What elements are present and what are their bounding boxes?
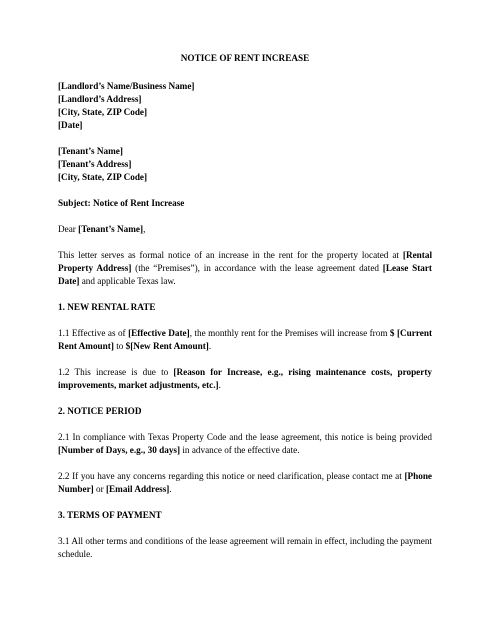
landlord-address: [Landlord’s Address] [58, 94, 142, 104]
rental-property-address: [Rental Property Address] [58, 250, 432, 273]
current-rent-amount: $ [Current Rent Amount] [58, 328, 432, 351]
clause-1-1 [58, 327, 432, 353]
salutation [58, 223, 432, 236]
clause-2-2-text-2: or [93, 484, 106, 494]
clause-1-2-text-2: . [218, 380, 221, 390]
landlord-block [58, 80, 432, 132]
effective-date: [Effective Date] [128, 328, 190, 338]
phone-number: [Phone Number] [58, 471, 432, 494]
landlord-city-state-zip: [City, State, ZIP Code] [58, 107, 148, 117]
salutation-suffix: , [143, 224, 146, 234]
document-title: NOTICE OF RENT INCREASE [180, 53, 310, 63]
clause-2-2-text-3: . [169, 484, 172, 494]
clause-1-2-text-1: 1.2 This increase is due to [58, 367, 174, 377]
clause-2-1 [58, 431, 432, 457]
tenant-block [58, 145, 432, 184]
new-rent-amount: $[New Rent Amount] [125, 341, 209, 351]
intro-text-2: (the “Premises”), in accordance with the lease agreement dated [131, 263, 383, 273]
clause-2-2-text-1: 2.2 If you have any concerns regarding this notice or need clarification, please contact me at [58, 471, 405, 481]
intro-paragraph [58, 249, 432, 288]
reason-for-increase: [Reason for Increase, e.g., rising maintenance costs, property improvements, market adjustments, etc.] [58, 367, 432, 390]
section-2-heading: 2. NOTICE PERIOD [58, 406, 142, 416]
clause-2-2 [58, 470, 432, 496]
landlord-name: [Landlord’s Name/Business Name] [58, 81, 195, 91]
email-address: [Email Address] [105, 484, 170, 494]
clause-1-1-text-4: . [208, 341, 212, 351]
tenant-address: [Tenant’s Address] [58, 159, 132, 169]
salutation-prefix: Dear [58, 224, 79, 234]
intro-text-3: and applicable Texas law. [79, 276, 176, 286]
tenant-city-state-zip: [City, State, ZIP Code] [58, 172, 148, 182]
clause-1-1-text-1: 1.1 Effective as of [58, 328, 129, 338]
tenant-name: [Tenant’s Name] [58, 146, 123, 156]
clause-2-1-text-1: 2.1 In compliance with Texas Property Code and the lease agreement, this notice is being provided [58, 432, 432, 442]
clause-2-1-text-2: in advance of the effective date. [180, 445, 300, 455]
lease-start-date: [Lease Start Date] [58, 263, 432, 286]
salutation-name: [Tenant’s Name] [78, 224, 144, 234]
letter-date: [Date] [58, 120, 83, 130]
notice-days: [Number of Days, e.g., 30 days] [58, 445, 181, 455]
section-1-heading: 1. NEW RENTAL RATE [58, 302, 156, 312]
clause-1-1-text-3: to [113, 341, 126, 351]
clause-1-2 [58, 366, 432, 392]
subject-line: Subject: Notice of Rent Increase [58, 198, 185, 208]
section-3-heading: 3. TERMS OF PAYMENT [58, 510, 162, 520]
document-body [58, 52, 432, 574]
clause-1-1-text-2: , the monthly rent for the Premises will increase from [189, 328, 390, 338]
intro-text-1: This letter serves as formal notice of an increase in the rent for the property located at [58, 250, 403, 260]
clause-3-1: 3.1 All other terms and conditions of the lease agreement will remain in effect, including the payment schedule. [58, 536, 432, 559]
